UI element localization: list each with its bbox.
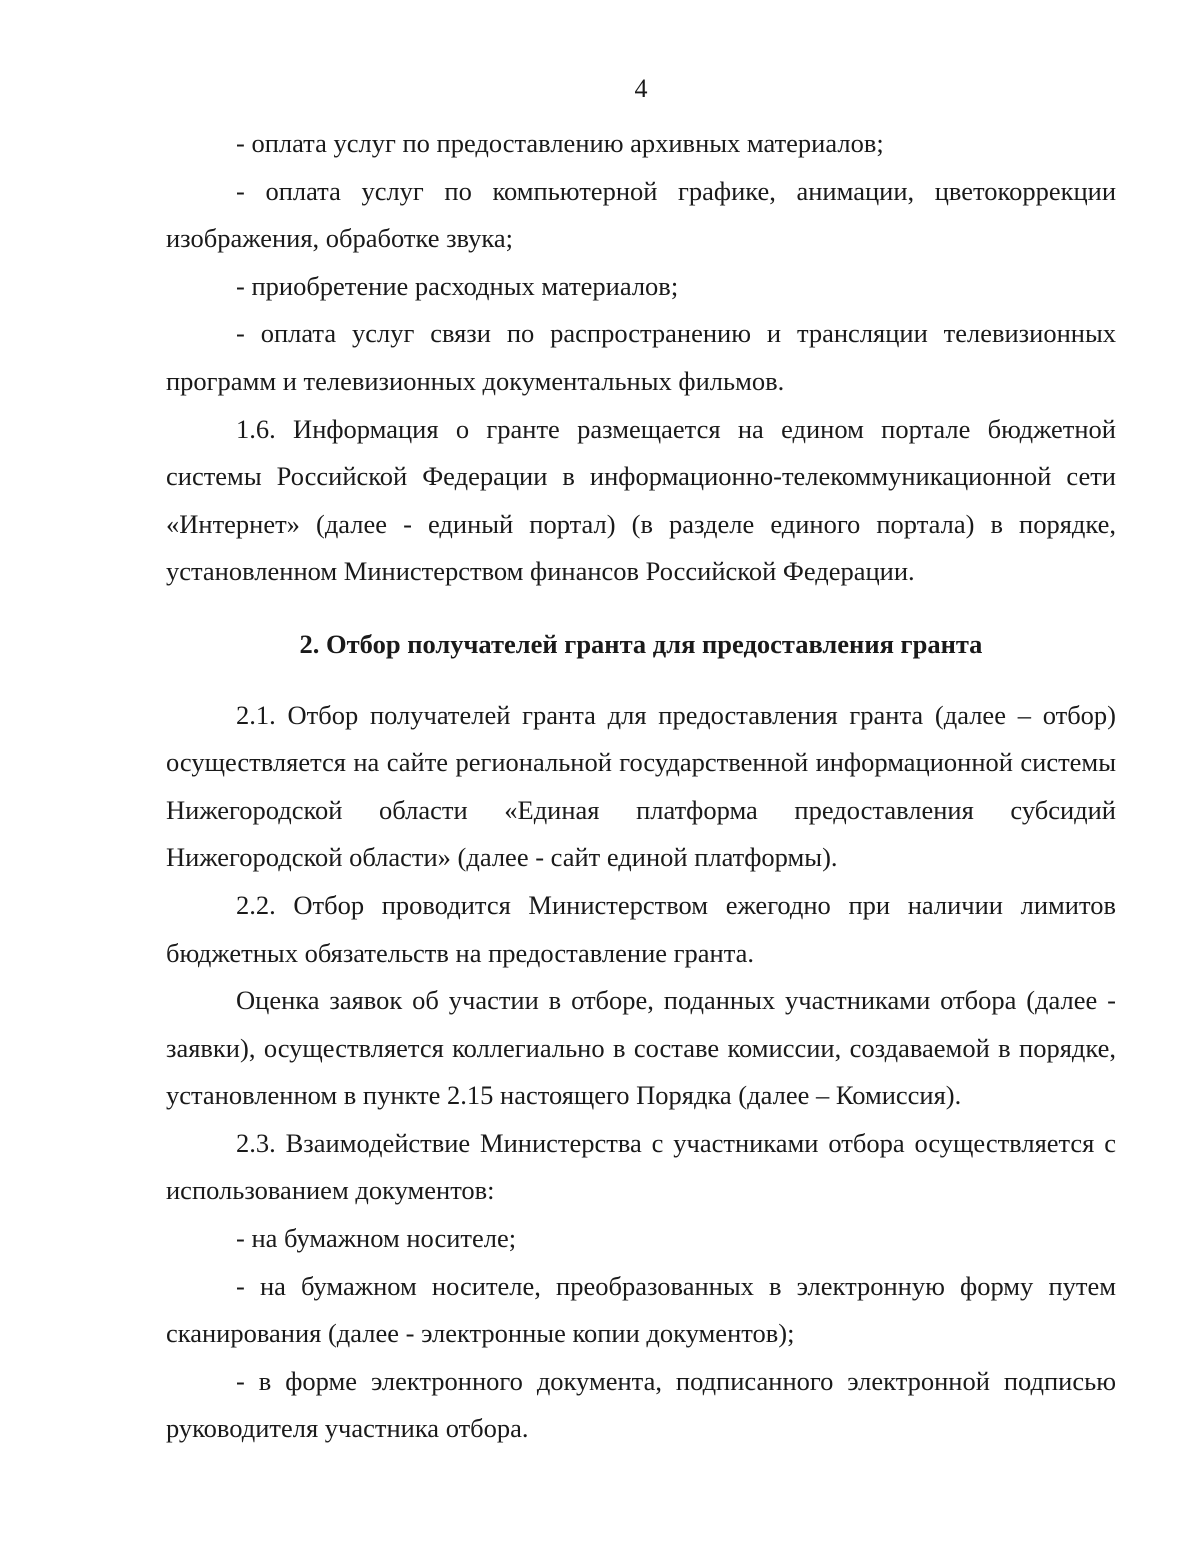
paragraph-archive-materials: - оплата услуг по предоставлению архивных материалов; (236, 128, 884, 158)
paragraph-1-6: 1.6. Информация о гранте размещается на едином портале бюджетной системы Российской Федерации в информационно-телекоммуникационной сети «Интернет» (далее - единый портал) (в разделе единого портала) в порядке, установленном Министерством финансов Российской Федерации. (166, 413, 1116, 587)
paragraph-2-2: 2.2. Отбор проводится Министерством ежегодно при наличии лимитов бюджетных обязательств на предоставление гранта. (166, 889, 1116, 968)
paragraph-electronic-document: - в форме электронного документа, подписанного электронной подписью руководителя участника отбора. (166, 1365, 1116, 1444)
paragraph-2-3: 2.3. Взаимодействие Министерства с участниками отбора осуществляется с использованием документов: (166, 1127, 1116, 1206)
paragraph-communication-services: - оплата услуг связи по распространению и трансляции телевизионных программ и телевизионных документальных фильмов. (166, 318, 1116, 396)
page-number: 4 (634, 74, 648, 103)
paragraph-2-1: 2.1. Отбор получателей гранта для предоставления гранта (далее – отбор) осуществляется на сайте региональной государственной информационной системы Нижегородской области «Единая платформа предоставления субсидий Нижегородской области» (далее - сайт единой платформы). (166, 699, 1116, 873)
paragraph-consumables: - приобретение расходных материалов; (236, 270, 679, 301)
document-body (166, 120, 1116, 1453)
paragraph-evaluation: Оценка заявок об участии в отборе, поданных участниками отбора (далее - заявки), осуществляется коллегиально в составе комиссии, создаваемой в порядке, установленном в пункте 2.15 настоящего Порядка (далее – Комиссия). (166, 985, 1116, 1111)
paragraph-electronic-copies: - на бумажном носителе, преобразованных в электронную форму путем сканирования (далее - электронные копии документов); (166, 1270, 1116, 1349)
section-heading: 2. Отбор получателей гранта для предоставления гранта (299, 628, 983, 659)
paragraph-paper-carrier: - на бумажном носителе; (236, 1223, 517, 1254)
paragraph-computer-graphics: - оплата услуг по компьютерной графике, анимации, цветокоррекции изображения, обработке звука; (166, 175, 1116, 254)
